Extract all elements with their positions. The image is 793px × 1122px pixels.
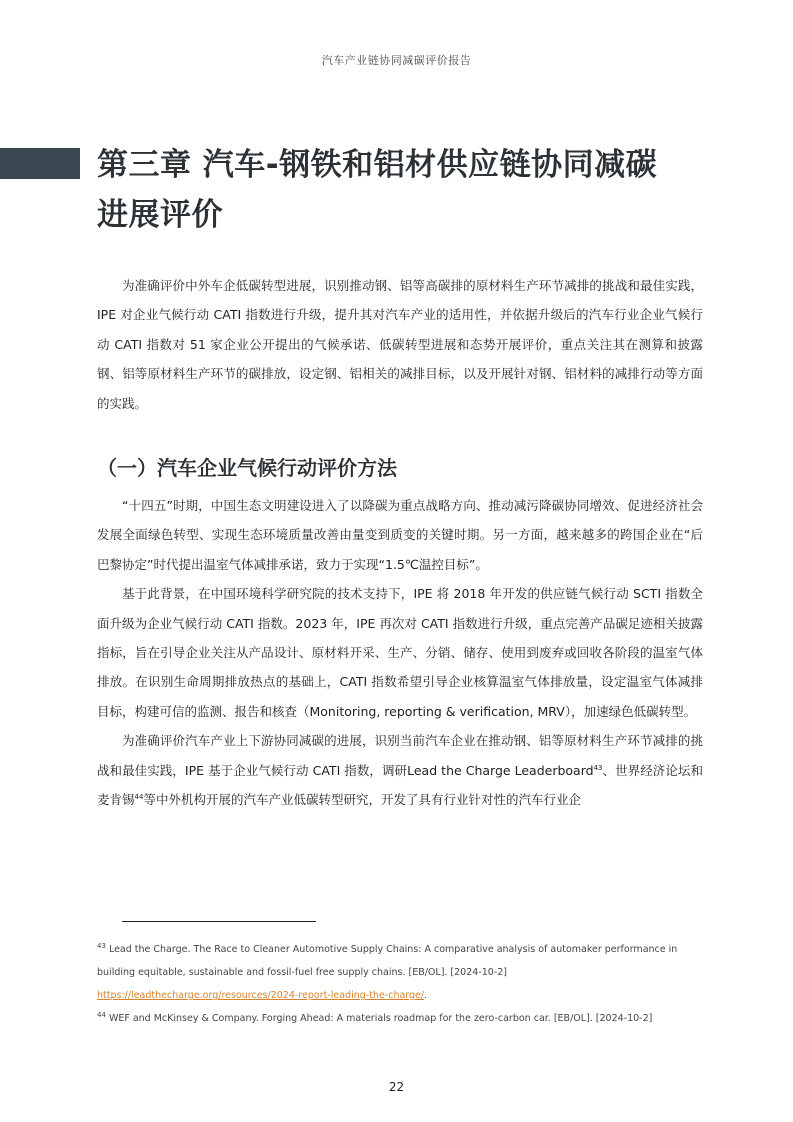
body-paragraph-1: “十四五”时期，中国生态文明建设进入了以降碳为重点战略方向、推动减污降碳协同增效、促进经济社会发展全面绿色转型、实现生态环境质量改善由量变到质变的关键时期。另一方面，越来越多的跨国企业在“后巴黎协定”时代提出温室气体减排承诺，致力于实现“1.5℃温控目标”。 <box>97 498 703 572</box>
intro-paragraph: 为准确评价中外车企低碳转型进展，识别推动钢、铝等高碳排的原材料生产环节减排的挑战和最佳实践，IPE 对企业气候行动 CATI 指数进行升级，提升其对汽车产业的适用性，并依据升级后的汽车行业企业气候行动 CATI 指数对 51 家企业公开提出的气候承诺、低碳转型进展和态势开展评价，重点关注其在测算和披露钢、铝等原材料生产环节的碳排放，设定钢、铝相关的减排目标，以及开展针对钢、铝材料的减排行动等方面的实践。 <box>97 278 703 411</box>
running-header: 汽车产业链协同减碳评价报告 <box>321 54 472 67</box>
footnote-number-44: 44 <box>97 1010 106 1019</box>
footnotes <box>97 938 707 1030</box>
footnote-43-text: Lead the Charge. The Race to Cleaner Automotive Supply Chains: A comparative analysis of automaker performance in building equitable, sustainable and fossil-fuel free supply chains. [EB/OL]. [2024-10-2] <box>97 944 678 978</box>
paragraph-3-text-c: 等中外机构开展的汽车产业低碳转型研究，开发了具有行业针对性的汽车行业企 <box>143 792 581 808</box>
body-paragraph-3 <box>97 726 703 814</box>
chapter-title-line1: 第三章 汽车-钢铁和铝材供应链协同减碳 <box>97 147 658 183</box>
page-number: 22 <box>388 1080 405 1094</box>
footnote-43-link-line <box>97 984 707 1007</box>
section-body <box>97 491 703 814</box>
paragraph-3-text-b: 、世界经济论坛和麦肯锡 <box>97 762 703 808</box>
chapter-title-line2: 进展评价 <box>97 197 223 233</box>
footnote-divider <box>122 921 316 922</box>
footnote-44 <box>97 1007 707 1030</box>
section-heading: （一）汽车企业气候行动评价方法 <box>97 456 397 480</box>
footnote-44-text: WEF and McKinsey & Company. Forging Ahead: A materials roadmap for the zero-carbon car. [EB/OL]. [2024-10-2] <box>105 1013 653 1024</box>
footnote-number-43: 43 <box>97 941 106 950</box>
footnote-ref-43[interactable]: 43 <box>593 763 603 772</box>
footnote-43-tail: . <box>424 990 428 1001</box>
footnote-43 <box>97 938 707 984</box>
body-paragraph-2: 基于此背景，在中国环境科学研究院的技术支持下，IPE 将 2018 年开发的供应链气候行动 SCTI 指数全面升级为企业气候行动 CATI 指数。2023 年，IPE 再次对 CATI 指数进行升级，重点完善产品碳足迹相关披露指标，旨在引导企业关注从产品设计、原材料开采、生产、分销、储存、使用到废弃或回收各阶段的温室气体排放。在识别生命周期排放热点的基础上，CATI 指数希望引导企业核算温室气体排放量，设定温室气体减排目标，构建可信的监测、报告和核查（Monitoring, reporting & verification, MRV），加速绿色低碳转型。 <box>97 586 703 719</box>
intro-section <box>97 271 703 418</box>
paragraph-3-text-a: 为准确评价汽车产业上下游协同减碳的进展，识别当前汽车企业在推动钢、铝等原材料生产环节减排的挑战和最佳实践，IPE 基于企业气候行动 CATI 指数，调研Lead the Charge Leaderboard <box>97 733 703 778</box>
chapter-accent-bar <box>0 148 80 179</box>
footnote-ref-44[interactable]: 44 <box>134 792 144 801</box>
chapter-title <box>97 140 737 240</box>
footnote-43-link[interactable]: https://leadthecharge.org/resources/2024-report-leading-the-charge/ <box>97 990 425 1001</box>
